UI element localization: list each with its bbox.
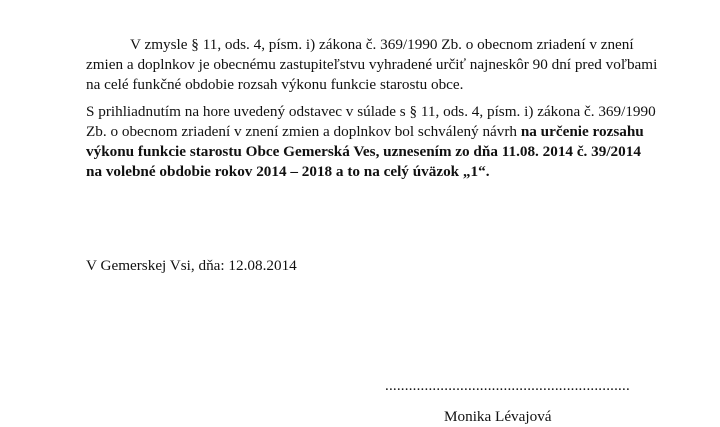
- paragraph2-line1: S prihliadnutím na hore uvedený odstavec v súlade s § 11, ods. 4, písm. i) zákona č. 369/1990: [86, 103, 656, 120]
- paragraph2-line2-plain: Zb. o obecnom zriadení v znení zmien a doplnkov bol schválený návrh: [86, 123, 521, 140]
- paragraph1-line1: V zmysle § 11, ods. 4, písm. i) zákona č. 369/1990 Zb. o obecnom zriadení v znení: [130, 36, 634, 53]
- signatory-name: Monika Lévajová: [444, 408, 552, 425]
- paragraph2-line3-bold: výkonu funkcie starostu Obce Gemerská Ves, uznesením zo dňa 11.08. 2014 č. 39/2014: [86, 143, 641, 160]
- paragraph-legal-basis: [86, 35, 686, 95]
- paragraph1-line3: na celé funkčné obdobie rozsah výkonu funkcie starostu obce.: [86, 76, 464, 93]
- paragraph2-line2-bold: na určenie rozsahu: [520, 123, 644, 140]
- paragraph2-line2: [86, 122, 686, 142]
- paragraph-resolution: [86, 102, 686, 182]
- paragraph2-line4-bold: na volebné obdobie rokov 2014 – 2018 a to na celý úväzok „1“.: [86, 163, 490, 180]
- paragraph1-line2: zmien a doplnkov je obecnému zastupiteľstvu vyhradené určiť najneskôr 90 dní pred voľbami: [86, 56, 658, 73]
- signature-line: ..............................................................: [385, 378, 630, 394]
- place-and-date: V Gemerskej Vsi, dňa: 12.08.2014: [86, 257, 297, 274]
